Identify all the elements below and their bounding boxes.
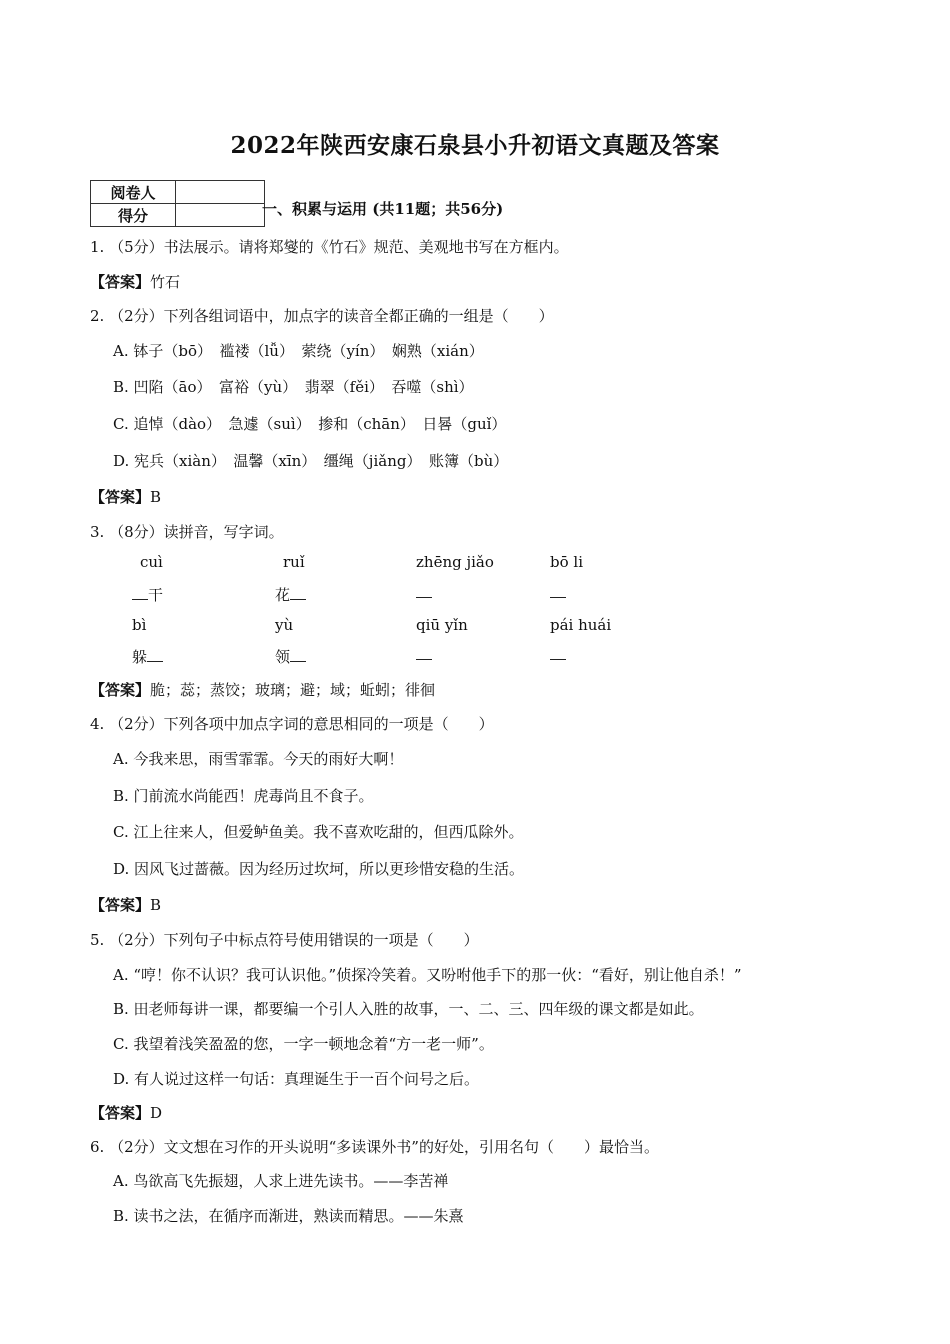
q6-option-b: B. 读书之法，在循序而渐进，熟读而精思。——朱熹 xyxy=(113,1207,464,1225)
answer-5 xyxy=(90,1102,162,1123)
q3-pinyin-5: bì xyxy=(132,616,147,634)
answer-4 xyxy=(90,894,161,915)
q3-pinyin-1: cuì xyxy=(140,553,163,571)
q3-pinyin-7: qiū yǐn xyxy=(416,616,468,634)
answer-2 xyxy=(90,486,161,507)
q3-pinyin-2: ruǐ xyxy=(283,553,305,571)
section-heading: 一、积累与运用 (共11题；共56分) xyxy=(262,200,504,218)
answer-tag: 【答案】 xyxy=(90,488,151,506)
q5-option-c: C. 我望着浅笑盈盈的您，一字一顿地念着“方一老一师”。 xyxy=(113,1035,494,1053)
question-6: 6. （2分）文文想在习作的开头说明“多读课外书”的好处，引用名句（ ）最恰当。 xyxy=(90,1138,659,1156)
blank xyxy=(290,649,306,662)
question-3: 3. （8分）读拼音，写字词。 xyxy=(90,523,284,541)
answer-tag: 【答案】 xyxy=(90,681,151,699)
blank xyxy=(550,585,566,598)
q4-option-d: D. 因风飞过蔷薇。因为经历过坎坷，所以更珍惜安稳的生活。 xyxy=(113,860,525,878)
q3-word-5 xyxy=(132,646,163,667)
answer-4-value: B xyxy=(150,896,162,914)
blank xyxy=(132,587,148,600)
q3-pinyin-8: pái huái xyxy=(550,616,612,634)
answer-tag: 【答案】 xyxy=(90,273,151,291)
q3-pinyin-4: bō li xyxy=(550,553,583,571)
q3-word-6 xyxy=(275,646,306,667)
q3-pinyin-3: zhēng jiǎo xyxy=(416,553,494,571)
question-2: 2. （2分）下列各组词语中，加点字的读音全都正确的一组是（ ） xyxy=(90,307,554,325)
q3-blank-8 xyxy=(550,646,566,664)
q5-option-a: A. “哼！你不认识？我可认识他。”侦探冷笑着。又吩咐他手下的那一伙：“看好，别让他自杀！” xyxy=(113,966,742,984)
reader-label: 阅卷人 xyxy=(91,181,176,204)
q3-word-1 xyxy=(132,584,163,605)
question-4: 4. （2分）下列各项中加点字词的意思相同的一项是（ ） xyxy=(90,715,494,733)
answer-1-value: 竹石 xyxy=(150,273,181,291)
q3-word-1-text: 干 xyxy=(148,586,164,604)
q2-option-c: C. 追悼（dào） 急遽（suì） 掺和（chān） 日晷（guǐ） xyxy=(113,415,507,433)
question-1: 1. （5分）书法展示。请将郑燮的《竹石》规范、美观地书写在方框内。 xyxy=(90,238,569,256)
answer-2-value: B xyxy=(150,488,162,506)
blank xyxy=(416,647,432,660)
blank xyxy=(550,647,566,660)
q5-option-b: B. 田老师每讲一课，都要编一个引人入胜的故事，一、二、三、四年级的课文都是如此。 xyxy=(113,1000,704,1018)
blank xyxy=(147,649,163,662)
q4-option-b: B. 门前流水尚能西！虎毒尚且不食子。 xyxy=(113,787,374,805)
q2-option-a: A. 钵子（bō） 褴褛（lǚ） 萦绕（yín） 娴熟（xián） xyxy=(113,342,484,360)
q2-option-d: D. 宪兵（xiàn） 温馨（xīn） 缰绳（jiǎng） 账簿（bù） xyxy=(113,452,509,470)
answer-3-value: 脆；蕊；蒸饺；玻璃；避；域；蚯蚓；徘徊 xyxy=(150,681,436,699)
answer-tag: 【答案】 xyxy=(90,896,151,914)
q3-blank-3 xyxy=(416,584,432,602)
answer-tag: 【答案】 xyxy=(90,1104,151,1122)
q2-option-b: B. 凹陷（āo） 富裕（yù） 翡翠（fěi） 吞噬（shì） xyxy=(113,378,474,396)
q3-word-2 xyxy=(275,584,306,605)
blank xyxy=(416,585,432,598)
score-blank xyxy=(176,204,265,227)
score-table xyxy=(90,180,265,227)
q3-pinyin-6: yù xyxy=(275,616,294,634)
answer-1 xyxy=(90,271,180,292)
q3-blank-7 xyxy=(416,646,432,664)
page-title: 2022年陕西安康石泉县小升初语文真题及答案 xyxy=(230,132,720,159)
answer-5-value: D xyxy=(150,1104,163,1122)
q3-blank-4 xyxy=(550,584,566,602)
q5-option-d: D. 有人说过这样一句话：真理诞生于一百个问号之后。 xyxy=(113,1070,480,1088)
q4-option-a: A. 今我来思，雨雪霏霏。今天的雨好大啊！ xyxy=(113,750,404,768)
score-label: 得分 xyxy=(91,204,176,227)
reader-blank xyxy=(176,181,265,204)
q4-option-c: C. 江上往来人，但爱鲈鱼美。我不喜欢吃甜的，但西瓜除外。 xyxy=(113,823,524,841)
q3-word-2-text: 花 xyxy=(275,586,291,604)
blank xyxy=(290,587,306,600)
q6-option-a: A. 鸟欲高飞先振翅，人求上进先读书。——李苦禅 xyxy=(113,1172,449,1190)
q3-word-5-text: 躲 xyxy=(132,648,148,666)
answer-3 xyxy=(90,679,435,700)
question-5: 5. （2分）下列句子中标点符号使用错误的一项是（ ） xyxy=(90,931,479,949)
q3-word-6-text: 领 xyxy=(275,648,291,666)
